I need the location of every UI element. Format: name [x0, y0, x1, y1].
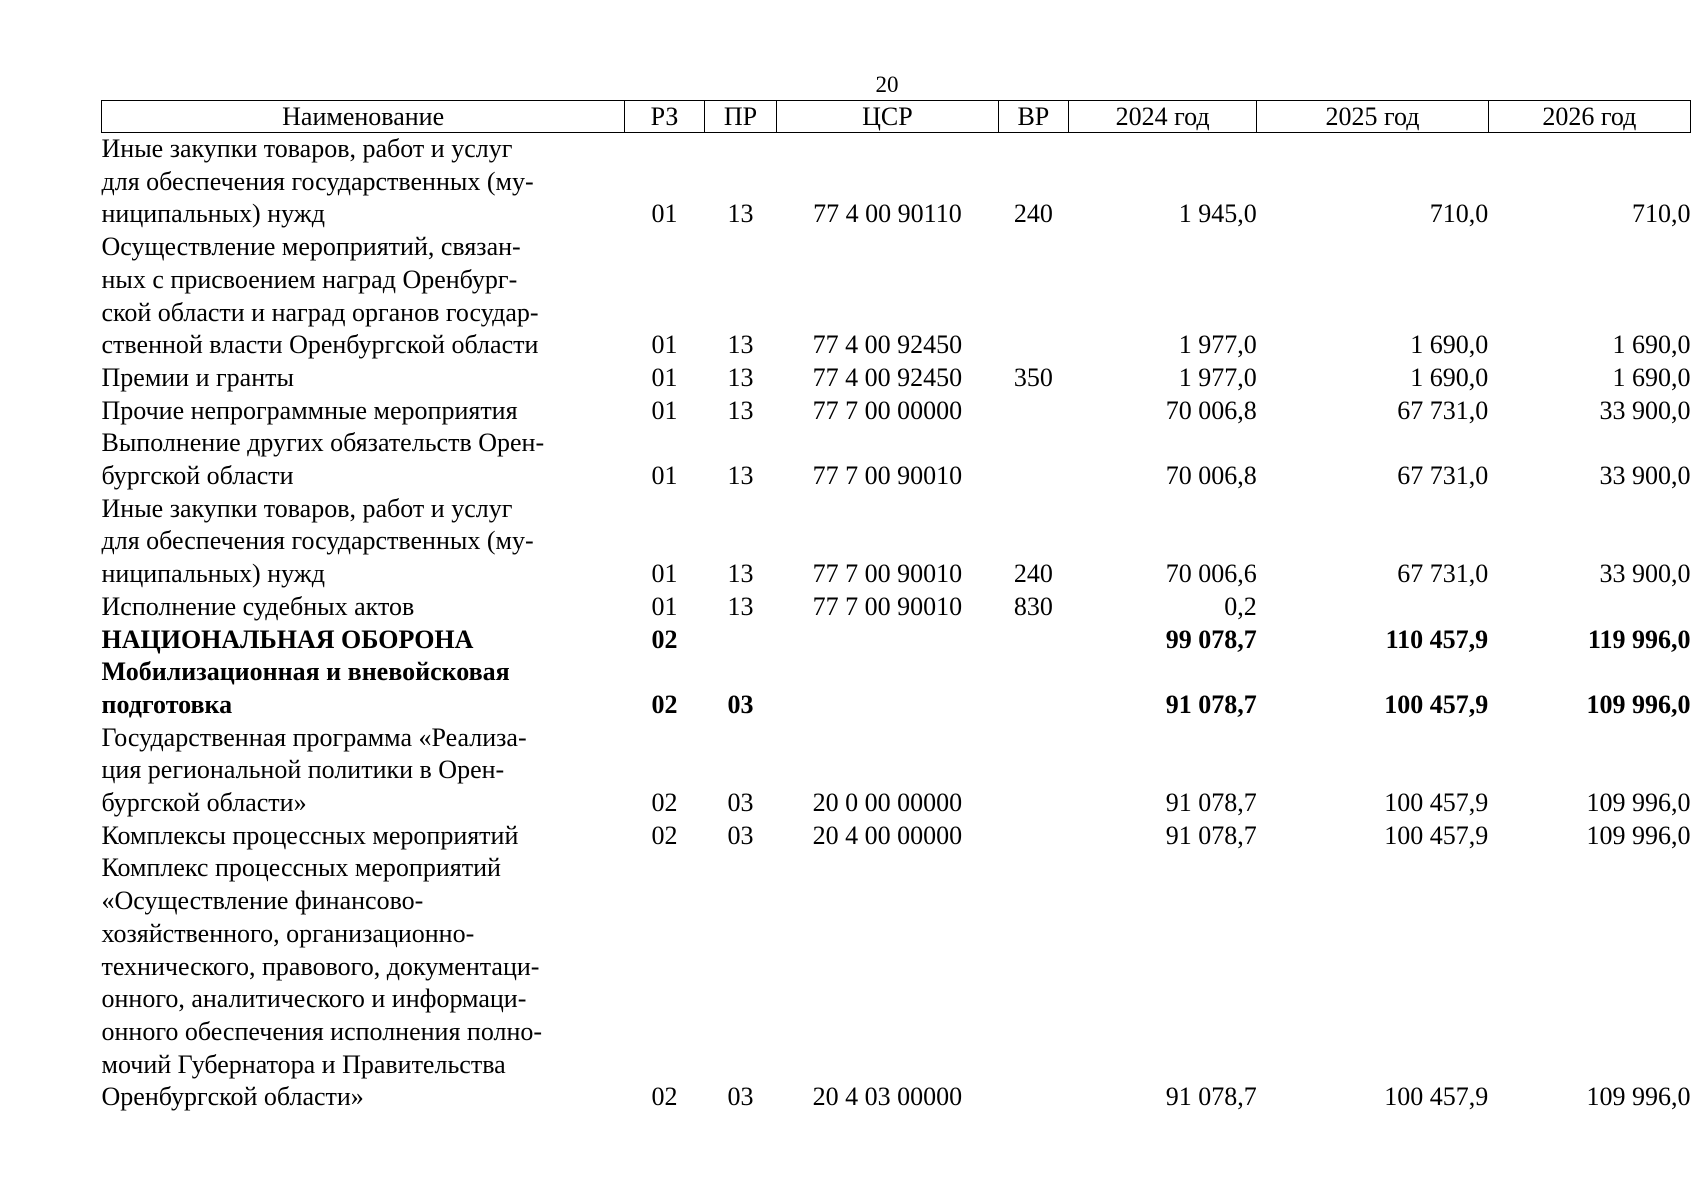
- row-vr: [998, 820, 1068, 853]
- row-pr: 03: [727, 1082, 754, 1112]
- row-rz: 01: [651, 362, 678, 392]
- row-value-2025: 110 457,9: [1385, 624, 1489, 654]
- header-csr: ЦСР: [777, 101, 998, 133]
- row-name-line: ниципальных) нужд: [101, 559, 325, 589]
- row-csr: 20 0 00 00000: [812, 788, 963, 818]
- row-name-line: Выполнение других обязательств Орен-: [101, 428, 545, 458]
- row-name: [102, 427, 625, 492]
- row-name-line: бургской области»: [101, 788, 307, 818]
- row-pr: [704, 624, 776, 657]
- header-name: Наименование: [102, 101, 625, 133]
- row-name-line: Оренбургской области»: [101, 1082, 364, 1112]
- table-row: [102, 624, 1691, 657]
- row-name-line: бургской области: [101, 461, 294, 491]
- header-2026: 2026 год: [1488, 101, 1690, 133]
- row-name-line: онного обеспечения исполнения полно-: [101, 1016, 543, 1046]
- row-value-2024: 91 078,7: [1165, 788, 1257, 818]
- row-value-2026: 33 900,0: [1599, 559, 1691, 589]
- row-name-line: онного, аналитического и информаци-: [101, 984, 527, 1014]
- row-name-line: ственной власти Оренбургской области: [101, 330, 539, 360]
- table-row: [102, 133, 1691, 232]
- row-value-2026: 33 900,0: [1599, 461, 1691, 491]
- header-2024: 2024 год: [1069, 101, 1257, 133]
- row-name-line: ской области и наград органов государ-: [101, 297, 539, 327]
- row-rz: 01: [651, 461, 678, 491]
- row-value-2024: 91 078,7: [1165, 820, 1257, 850]
- row-value-2025: 100 457,9: [1384, 1082, 1489, 1112]
- row-name: [102, 133, 625, 232]
- table-row: [102, 852, 1691, 1114]
- table-header: [102, 101, 1691, 133]
- row-csr: 77 4 00 90110: [813, 199, 962, 229]
- table-row: [102, 395, 1691, 428]
- row-name-line: Прочие непрограммные мероприятия: [101, 395, 518, 425]
- row-csr: 77 7 00 90010: [812, 591, 963, 621]
- row-name: [102, 722, 625, 820]
- row-value-2026: 1 690,0: [1612, 330, 1691, 360]
- row-rz: 01: [651, 559, 678, 589]
- row-rz: 01: [651, 591, 678, 621]
- row-vr: 350: [1013, 362, 1053, 392]
- row-vr: 830: [1013, 591, 1053, 621]
- row-value-2025: [1257, 591, 1488, 624]
- row-name-line: Исполнение судебных актов: [101, 591, 415, 621]
- row-pr: 13: [727, 330, 754, 360]
- row-value-2025: 67 731,0: [1397, 395, 1489, 425]
- row-name: [102, 395, 625, 428]
- row-value-2025: 67 731,0: [1397, 461, 1489, 491]
- row-value-2025: 100 457,9: [1384, 689, 1489, 719]
- row-name-line: ниципальных) нужд: [101, 199, 325, 229]
- row-name: [102, 362, 625, 395]
- row-value-2024: 1 977,0: [1178, 330, 1257, 360]
- row-csr: 77 4 00 92450: [812, 362, 963, 392]
- table-body: [102, 133, 1691, 1115]
- row-value-2026: 109 996,0: [1586, 1082, 1691, 1112]
- row-pr: 13: [727, 461, 754, 491]
- row-value-2024: 1 977,0: [1178, 362, 1257, 392]
- row-vr: [998, 656, 1068, 721]
- row-name-line: Премии и гранты: [101, 362, 294, 392]
- row-name-line: «Осуществление финансово-: [101, 886, 424, 916]
- row-csr: 77 4 00 92450: [812, 330, 963, 360]
- row-csr: 77 7 00 90010: [812, 559, 963, 589]
- row-vr: [998, 722, 1068, 820]
- row-name-line: хозяйственного, организационно-: [101, 918, 475, 948]
- row-value-2024: 1 945,0: [1178, 199, 1257, 229]
- table-row: [102, 427, 1691, 492]
- row-pr: 03: [727, 689, 754, 719]
- row-name: [102, 231, 625, 362]
- row-csr: 77 7 00 00000: [812, 395, 963, 425]
- row-value-2026: [1488, 591, 1690, 624]
- row-value-2024: 91 078,7: [1165, 689, 1257, 719]
- row-value-2025: 1 690,0: [1410, 330, 1489, 360]
- table-row: [102, 722, 1691, 820]
- row-value-2024: 0,2: [1224, 591, 1257, 621]
- row-name-line: ных с присвоением наград Оренбург-: [101, 264, 518, 294]
- header-rz: РЗ: [625, 101, 705, 133]
- row-name: [102, 493, 625, 591]
- header-vr: ВР: [998, 101, 1068, 133]
- row-vr: [998, 624, 1068, 657]
- row-name-line: для обеспечения государственных (му-: [101, 526, 534, 556]
- row-rz: 02: [651, 1082, 678, 1112]
- row-csr: 20 4 03 00000: [812, 1082, 963, 1112]
- row-vr: 240: [1013, 199, 1053, 229]
- row-value-2024: 70 006,8: [1165, 461, 1257, 491]
- row-rz: 01: [651, 395, 678, 425]
- row-csr: [777, 656, 998, 721]
- row-csr: 20 4 00 00000: [812, 820, 963, 850]
- table-row: [102, 493, 1691, 591]
- row-name-line: Государственная программа «Реализа-: [101, 722, 527, 752]
- row-vr: 240: [1013, 559, 1053, 589]
- row-name: [102, 591, 625, 624]
- row-csr: [777, 624, 998, 657]
- row-pr: 13: [727, 395, 754, 425]
- row-value-2026: 109 996,0: [1586, 820, 1691, 850]
- row-value-2026: 1 690,0: [1612, 362, 1691, 392]
- row-value-2026: 33 900,0: [1599, 395, 1691, 425]
- row-pr: 13: [727, 362, 754, 392]
- row-name-line: Иные закупки товаров, работ и услуг: [101, 134, 513, 163]
- header-2025: 2025 год: [1257, 101, 1488, 133]
- row-vr: [998, 395, 1068, 428]
- row-name-line: Иные закупки товаров, работ и услуг: [101, 493, 513, 523]
- row-value-2024: 70 006,6: [1165, 559, 1257, 589]
- header-row: [102, 101, 1691, 133]
- table-row: [102, 820, 1691, 853]
- row-rz: 02: [651, 820, 678, 850]
- row-name: [102, 624, 625, 657]
- row-rz: 02: [651, 788, 678, 818]
- row-name-line: НАЦИОНАЛЬНАЯ ОБОРОНА: [101, 624, 474, 654]
- table-row: [102, 231, 1691, 362]
- row-value-2025: 100 457,9: [1384, 788, 1489, 818]
- row-value-2024: 91 078,7: [1165, 1082, 1257, 1112]
- row-value-2026: 710,0: [1632, 199, 1691, 229]
- row-pr: 13: [727, 591, 754, 621]
- row-name-line: Мобилизационная и вневойсковая: [101, 657, 510, 687]
- row-name-line: Комплекс процессных мероприятий: [101, 853, 501, 883]
- row-pr: 03: [727, 788, 754, 818]
- row-vr: [998, 427, 1068, 492]
- row-value-2024: 70 006,8: [1165, 395, 1257, 425]
- header-pr: ПР: [704, 101, 776, 133]
- row-rz: 02: [651, 624, 678, 654]
- row-vr: [998, 231, 1068, 362]
- row-name: [102, 852, 625, 1114]
- row-value-2025: 67 731,0: [1397, 559, 1489, 589]
- row-name-line: для обеспечения государственных (му-: [101, 166, 534, 196]
- budget-table: [101, 100, 1691, 1114]
- row-value-2026: 109 996,0: [1586, 689, 1691, 719]
- row-value-2026: 109 996,0: [1586, 788, 1691, 818]
- row-name-line: Осуществление мероприятий, связан-: [101, 232, 521, 262]
- row-pr: 03: [727, 820, 754, 850]
- row-pr: 13: [727, 559, 754, 589]
- row-rz: 02: [651, 689, 678, 719]
- table-row: [102, 656, 1691, 721]
- row-name-line: технического, правового, документаци-: [101, 951, 540, 981]
- row-name: [102, 656, 625, 721]
- row-name-line: мочий Губернатора и Правительства: [101, 1049, 506, 1079]
- row-name-line: подготовка: [101, 689, 233, 719]
- page-number: 20: [875, 72, 899, 97]
- table-row: [102, 591, 1691, 624]
- row-rz: 01: [651, 330, 678, 360]
- row-value-2025: 710,0: [1429, 199, 1489, 229]
- row-name-line: Комплексы процессных мероприятий: [101, 820, 519, 850]
- row-csr: 77 7 00 90010: [812, 461, 963, 491]
- row-rz: 01: [651, 199, 678, 229]
- row-name: [102, 820, 625, 853]
- row-vr: [998, 852, 1068, 1114]
- row-value-2025: 1 690,0: [1410, 362, 1489, 392]
- row-pr: 13: [727, 199, 754, 229]
- row-value-2026: 119 996,0: [1587, 624, 1691, 654]
- row-value-2025: 100 457,9: [1384, 820, 1489, 850]
- row-name-line: ция региональной политики в Орен-: [101, 755, 505, 785]
- table-row: [102, 362, 1691, 395]
- row-value-2024: 99 078,7: [1165, 624, 1257, 654]
